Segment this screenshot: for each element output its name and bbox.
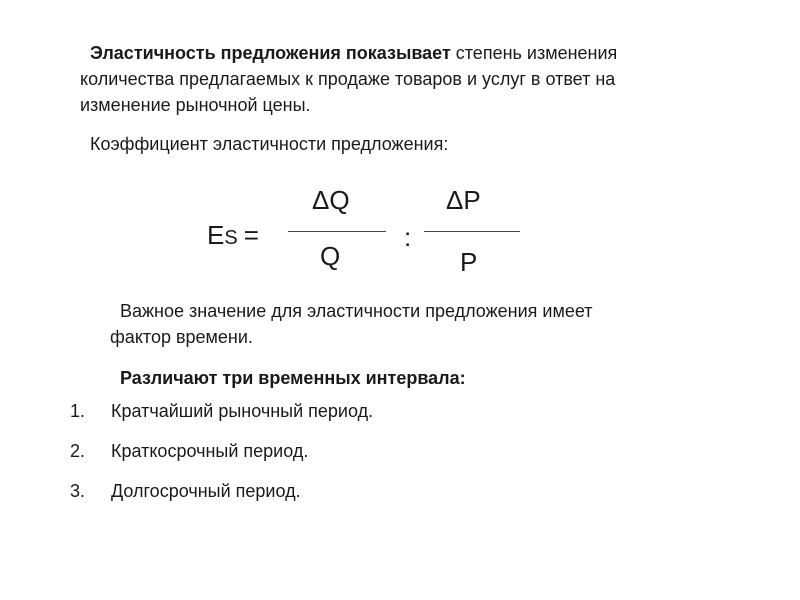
list-item-text: Долгосрочный период.	[111, 481, 301, 501]
formula-lhs-main: E	[207, 220, 225, 250]
time-factor-paragraph	[110, 298, 770, 350]
definition-line-2: количества предлагаемых к продаже товаров и услуг в ответ на	[80, 69, 616, 89]
formula-equals: =	[243, 220, 259, 250]
formula-lhs-sub: S	[224, 227, 238, 249]
list-item-number: 3.	[70, 481, 86, 501]
fraction-bar-left	[288, 231, 386, 232]
definition-line-1	[80, 43, 617, 63]
list-item-number: 2.	[70, 441, 86, 461]
list-item-number: 1.	[70, 401, 86, 421]
definition-paragraph	[80, 40, 770, 118]
list-item-text: Кратчайший рыночный период.	[111, 401, 374, 421]
formula-numerator-left: ΔQ	[312, 185, 350, 215]
coefficient-heading: Коэффициент эластичности предложения:	[90, 134, 449, 154]
definition-line-3: изменение рыночной цены.	[80, 95, 311, 115]
intervals-list	[70, 398, 373, 518]
formula-denominator-left: Q	[320, 241, 341, 271]
definition-line-1-rest: степень изменения	[450, 43, 618, 63]
formula-denominator-right: P	[460, 247, 478, 277]
list-item	[70, 478, 373, 518]
intervals-heading: Различают три временных интервала:	[120, 368, 466, 388]
definition-term: Эластичность предложения показывает	[90, 43, 451, 63]
time-factor-line-1: Важное значение для эластичности предложения имеет	[120, 301, 593, 321]
time-factor-line-2: фактор времени.	[110, 327, 253, 347]
fraction-bar-right	[424, 231, 520, 232]
formula-numerator-right: ΔP	[446, 185, 481, 215]
list-item	[70, 438, 373, 478]
formula-lhs	[207, 220, 259, 253]
list-item-text: Краткосрочный период.	[111, 441, 309, 461]
list-item	[70, 398, 373, 438]
formula-operator: :	[404, 222, 412, 252]
